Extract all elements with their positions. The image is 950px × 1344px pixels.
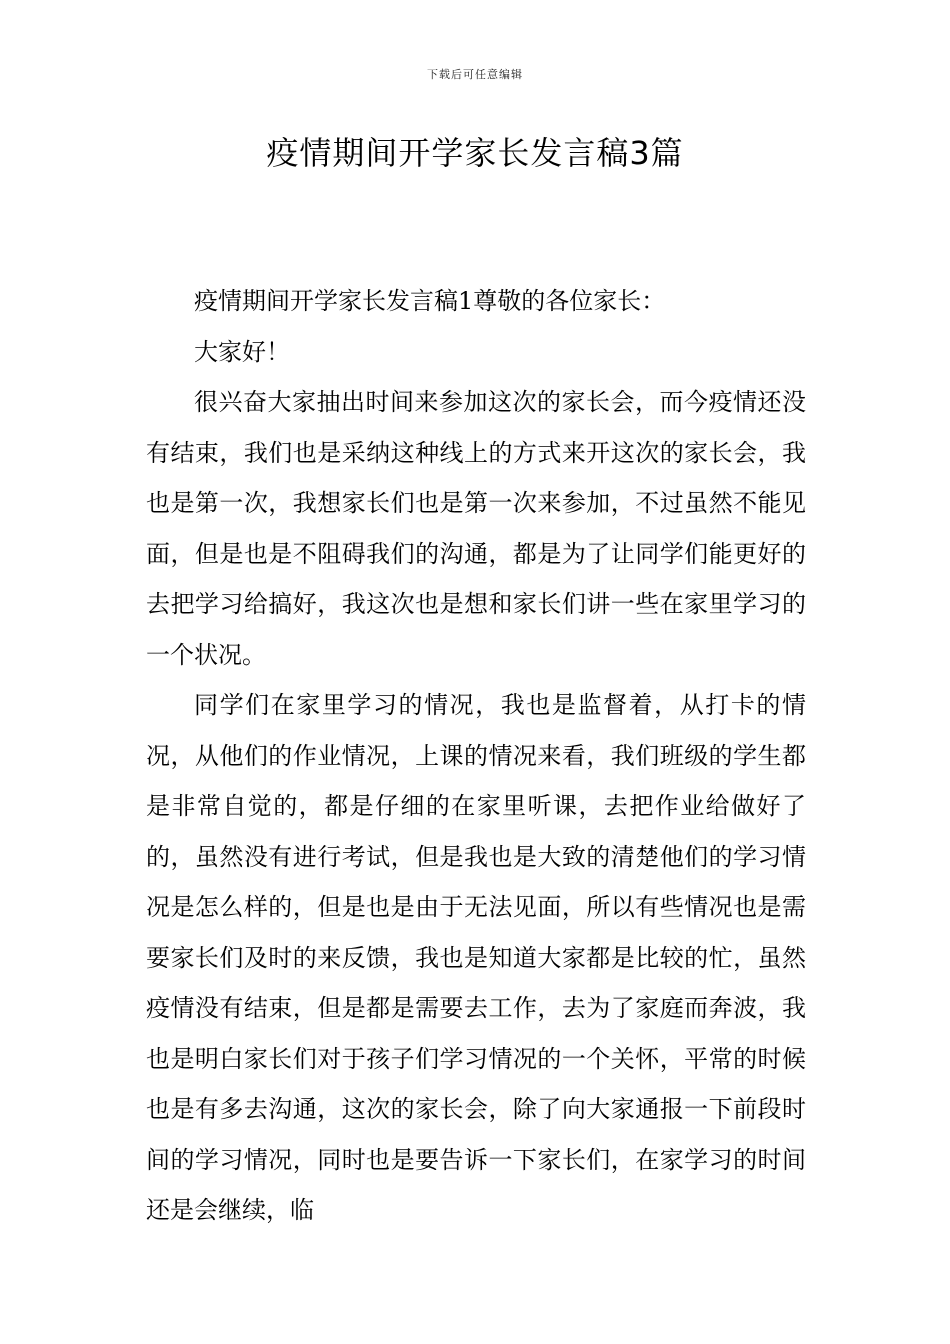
paragraph-greeting: 大家好！ — [194, 337, 290, 366]
paragraph-body: 很兴奋大家抽出时间来参加这次的家长会，而今疫情还没有结束，我们也是采纳这种线上的方式来开这次的家长会，我也是第一次，我想家长们也是第一次来参加，不过虽然不能见面，但是也是不阻碍我们的沟通，都是为了让同学们能更好的去把学习给搞好，我这次也是想和家长们讲一些在家里学习的一个状况。 — [146, 388, 806, 669]
header-note: 下载后可任意编辑 — [427, 68, 523, 81]
document-title: 疫情期间开学家长发言稿3篇 — [266, 134, 684, 172]
paragraph-salutation: 疫情期间开学家长发言稿1尊敬的各位家长： — [194, 287, 666, 315]
document-body — [146, 276, 806, 1236]
paragraph-body: 同学们在家里学习的情况，我也是监督着，从打卡的情况，从他们的作业情况，上课的情况来看，我们班级的学生都是非常自觉的，都是仔细的在家里听课，去把作业给做好了的，虽然没有进行考试，但是我也是大致的清楚他们的学习情况是怎么样的，但是也是由于无法见面，所以有些情况也是需要家长们及时的来反馈，我也是知道大家都是比较的忙，虽然疫情没有结束，但是都是需要去工作，去为了家庭而奔波，我也是明白家长们对于孩子们学习情况的一个关怀，平常的时候也是有多去沟通，这次的家长会，除了向大家通报一下前段时间的学习情况，同时也是要告诉一下家长们，在家学习的时间还是会继续，临 — [146, 691, 806, 1224]
